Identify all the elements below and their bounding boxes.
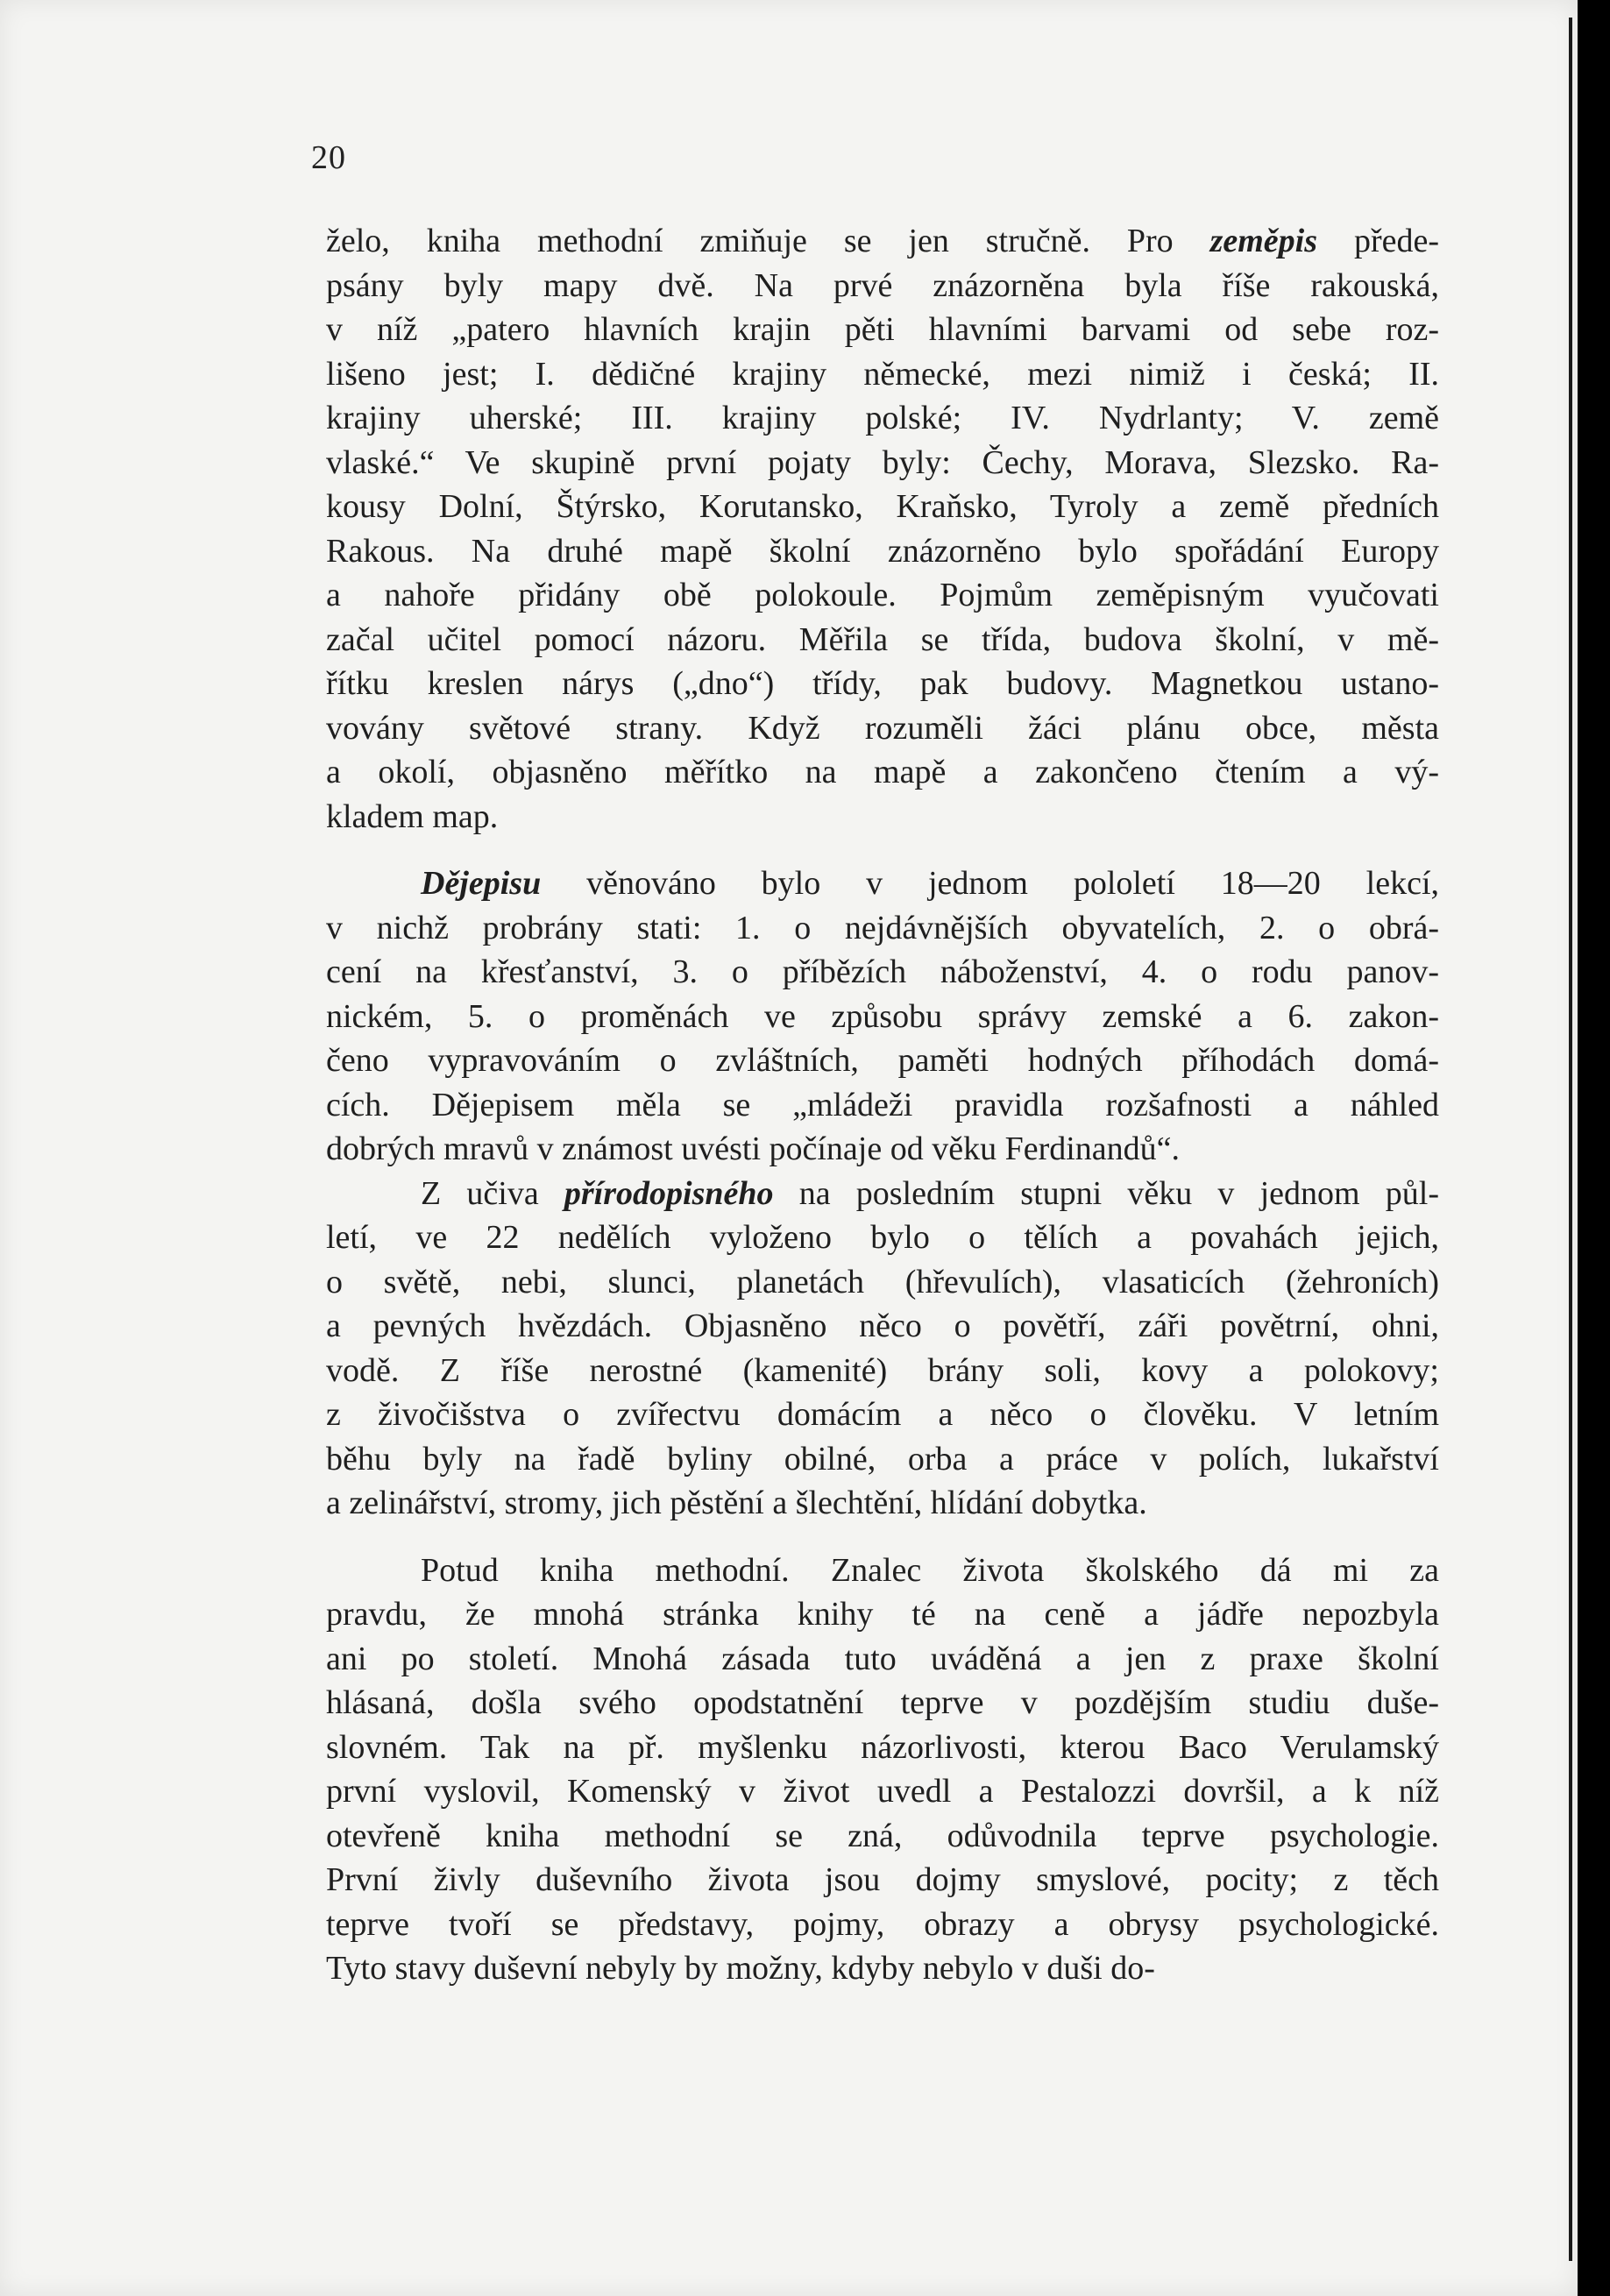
text-line: cení na křesťanství, 3. o příbězích náboženství, 4. o rodu panov- bbox=[326, 953, 1439, 990]
page-number: 20 bbox=[311, 139, 346, 176]
text-line: letí, ve 22 nedělích vyloženo bylo o tělích a povahách jejich, bbox=[326, 1219, 1439, 1256]
text-line: Potud kniha methodní. Znalec života školského dá mi za bbox=[421, 1551, 1439, 1589]
text-line: vlaské.“ Ve skupině první pojaty byly: Čechy, Morava, Slezsko. Ra- bbox=[326, 443, 1439, 481]
text-line: pravdu, že mnohá stránka knihy té na ceně a jádře nepozbyla bbox=[326, 1596, 1439, 1633]
text-line: želo, kniha methodní zmiňuje se jen stručně. Pro zeměpis přede- bbox=[326, 223, 1439, 259]
text-line: a zelinářství, stromy, jich pěstění a šlechtění, hlídání dobytka. bbox=[326, 1485, 1147, 1521]
scan-border bbox=[1578, 0, 1610, 2296]
text-line: čeno vypravováním o zvláštních, paměti hodných příhodách domá- bbox=[326, 1042, 1439, 1079]
text-line: vodě. Z říše nerostné (kamenité) brány soli, kovy a polokovy; bbox=[326, 1351, 1439, 1389]
text-line: Rakous. Na druhé mapě školní znázorněno bylo spořádání Europy bbox=[326, 532, 1439, 570]
text-line: běhu byly na řadě byliny obilné, orba a práce v polích, lukařství bbox=[326, 1440, 1439, 1478]
text-line: kousy Dolní, Štýrsko, Korutansko, Kraňsko, Tyroly a země předních bbox=[326, 488, 1439, 525]
text-line: krajiny uherské; III. krajiny polské; IV. Nydrlanty; V. země bbox=[326, 400, 1439, 436]
text-line: cích. Dějepisem měla se „mládeži pravidla rozšafnosti a náhled bbox=[326, 1086, 1439, 1123]
text-line: hlásaná, došla svého opodstatnění teprve v pozdějším studiu duše- bbox=[326, 1684, 1439, 1721]
text-line: a okolí, objasněno měřítko na mapě a zakončeno čtením a vý- bbox=[326, 754, 1439, 790]
text-line: první vyslovil, Komenský v život uvedl a Pestalozzi dovršil, a k níž bbox=[326, 1773, 1439, 1810]
text-line: Z učiva přírodopisného na posledním stupni věku v jednom půl- bbox=[421, 1174, 1439, 1212]
text-line: ani po století. Mnohá zásada tuto uváděná a jen z praxe školní bbox=[326, 1640, 1439, 1677]
emphasis-term: Dějepisu bbox=[421, 865, 542, 902]
text-line: dobrých mravů v známost uvésti počínaje od věku Ferdinandů“. bbox=[326, 1130, 1181, 1167]
page-edge bbox=[1569, 18, 1572, 2261]
text-line: psány byly mapy dvě. Na prvé znázorněna byla říše rakouská, bbox=[326, 266, 1439, 304]
text-line: začal učitel pomocí názoru. Měřila se třída, budova školní, v mě- bbox=[326, 620, 1439, 658]
text-line: v níž „patero hlavních krajin pěti hlavními barvami od sebe roz- bbox=[326, 311, 1439, 348]
body-text bbox=[326, 219, 1439, 1991]
text-line: kladem map. bbox=[326, 797, 499, 835]
paragraph-gap bbox=[326, 1526, 1439, 1548]
text-line: z živočišstva o zvířectvu domácím a něco o člověku. V letním bbox=[326, 1396, 1439, 1433]
emphasis-term: přírodopisného bbox=[564, 1174, 774, 1212]
text-line: slovném. Tak na př. myšlenku názorlivosti, kterou Baco Verulamský bbox=[326, 1728, 1439, 1766]
text-line: řítku kreslen nárys („dno“) třídy, pak budovy. Magnetkou ustano- bbox=[326, 665, 1439, 702]
text-line: vovány světové strany. Když rozuměli žáci plánu obce, města bbox=[326, 709, 1439, 747]
text-line: Dějepisu věnováno bylo v jednom pololetí 18—20 lekcí, bbox=[421, 865, 1439, 902]
emphasis-term: zeměpis bbox=[1209, 223, 1318, 259]
text-line: v nichž probrány stati: 1. o nejdávnějších obyvatelích, 2. o obrá- bbox=[326, 909, 1439, 946]
text-line: lišeno jest; I. dědičné krajiny německé, mezi nimiž i česká; II. bbox=[326, 355, 1439, 393]
paragraph-gap bbox=[326, 839, 1439, 861]
text-line: Tyto stavy duševní nebyly by možny, kdyby nebylo v duši do- bbox=[326, 1950, 1155, 1987]
text-line: teprve tvoří se představy, pojmy, obrazy a obrysy psychologické. bbox=[326, 1905, 1439, 1943]
text-line: a nahoře přidány obě polokoule. Pojmům zeměpisným vyučovati bbox=[326, 577, 1439, 613]
text-line: o světě, nebi, slunci, planetách (hřevulích), vlasaticích (žehroních) bbox=[326, 1263, 1439, 1300]
text-line: a pevných hvězdách. Objasněno něco o povětří, záři povětrní, ohni, bbox=[326, 1307, 1439, 1344]
text-line: nickém, 5. o proměnách ve způsobu správy zemské a 6. zakon- bbox=[326, 997, 1439, 1035]
text-line: První živly duševního života jsou dojmy smyslové, pocity; z těch bbox=[326, 1861, 1439, 1898]
text-line: otevřeně kniha methodní se zná, odůvodnila teprve psychologie. bbox=[326, 1817, 1439, 1854]
